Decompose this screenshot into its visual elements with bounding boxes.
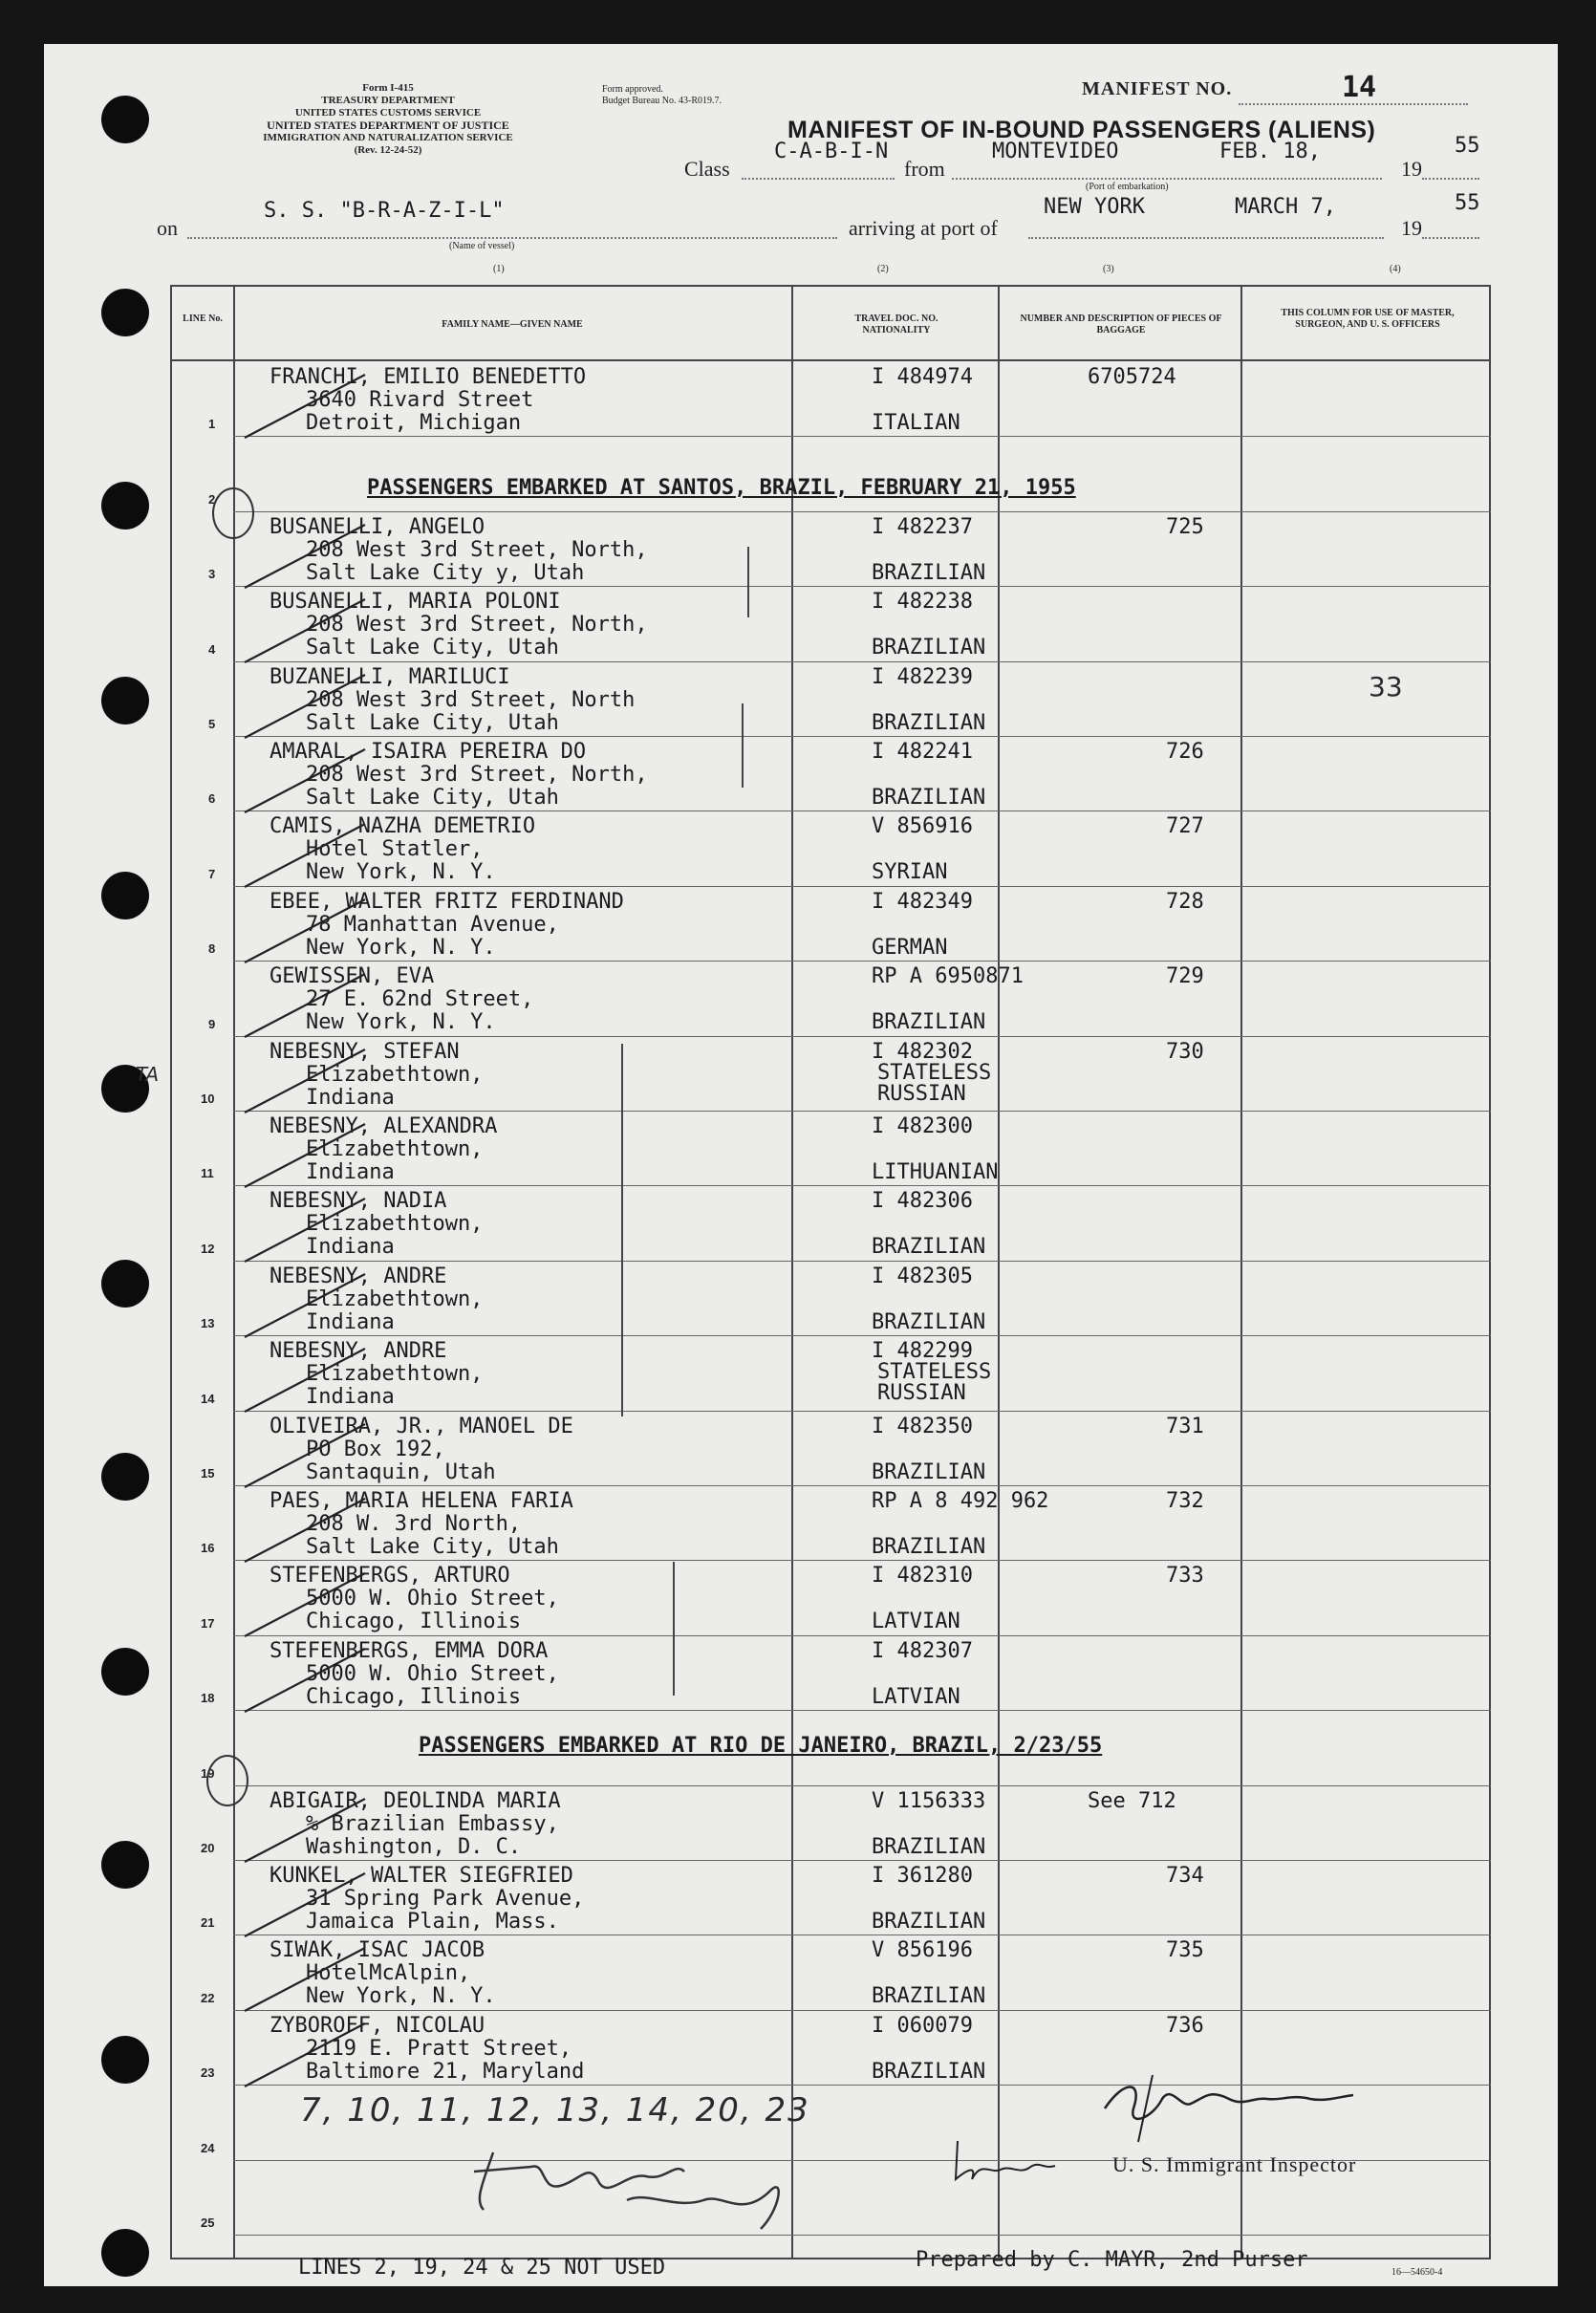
check-stroke bbox=[241, 1868, 375, 1944]
line-number: 13 bbox=[201, 1316, 215, 1330]
row-rule bbox=[233, 1261, 1491, 1262]
entry-addr1: Elizabethtown, bbox=[306, 1287, 484, 1311]
family-bracket bbox=[747, 547, 749, 617]
check-stroke bbox=[241, 968, 375, 1045]
entry-doc: I 482239 bbox=[872, 665, 973, 689]
entry-bag: 728 bbox=[1166, 890, 1204, 914]
check-stroke bbox=[241, 1118, 375, 1195]
entry-name: STEFENBERGS, EMMA DORA bbox=[270, 1639, 549, 1663]
entry-doc: V 1156333 bbox=[872, 1789, 986, 1813]
check-stroke bbox=[241, 594, 375, 670]
manifest-label: MANIFEST NO. bbox=[1082, 78, 1233, 99]
entry-addr1: Elizabethtown, bbox=[306, 1063, 484, 1087]
entry-nat: BRAZILIAN bbox=[872, 711, 986, 735]
row-rule bbox=[233, 586, 1491, 587]
entry-nat: LITHUANIAN bbox=[872, 1160, 999, 1184]
entry-name: BUSANELLI, ANGELO bbox=[270, 515, 485, 539]
entry-bag: 736 bbox=[1166, 2014, 1204, 2038]
entry-name: EBEE, WALTER FRITZ FERDINAND bbox=[270, 890, 624, 914]
punch-hole bbox=[101, 1453, 149, 1501]
entry-doc: V 856916 bbox=[872, 814, 973, 838]
row-rule bbox=[233, 436, 1491, 437]
punch-hole bbox=[101, 1648, 149, 1696]
vessel-name-label: (Name of vessel) bbox=[449, 241, 515, 251]
entry-addr1: % Brazilian Embassy, bbox=[306, 1812, 559, 1836]
entry-nat: BRAZILIAN bbox=[872, 1010, 986, 1034]
col-header-name: FAMILY NAME—GIVEN NAME bbox=[442, 319, 583, 330]
revision-label: (Rev. 12-24-52) bbox=[354, 144, 422, 156]
entry-nat: BRAZILIAN bbox=[872, 561, 986, 585]
entry-addr1: Elizabethtown, bbox=[306, 1362, 484, 1386]
entry-doc: I 482349 bbox=[872, 890, 973, 914]
punch-hole bbox=[101, 2229, 149, 2277]
punch-hole bbox=[101, 289, 149, 336]
entry-bag: 735 bbox=[1166, 1938, 1204, 1962]
entry-addr2: Salt Lake City, Utah bbox=[306, 1535, 559, 1559]
col-divider bbox=[233, 285, 235, 2259]
entry-addr2: Chicago, Illinois bbox=[306, 1610, 522, 1633]
class-line bbox=[742, 178, 895, 180]
entry-nat: BRAZILIAN bbox=[872, 1535, 986, 1559]
check-stroke bbox=[241, 1343, 375, 1419]
arrival-year-prefix: 19 bbox=[1401, 216, 1422, 240]
entry-doc: I 482238 bbox=[872, 590, 973, 614]
check-stroke bbox=[241, 1193, 375, 1269]
line-number: 19 bbox=[201, 1766, 215, 1781]
entry-nat: BRAZILIAN bbox=[872, 1460, 986, 1484]
officer-mark: 33 bbox=[1369, 671, 1403, 703]
entry-addr2: Salt Lake City, Utah bbox=[306, 711, 559, 735]
entry-name: OLIVEIRA, JR., MANOEL DE bbox=[270, 1415, 573, 1438]
entry-addr1: 208 West 3rd Street, North bbox=[306, 688, 636, 712]
check-stroke bbox=[241, 519, 375, 595]
entry-name: GEWISSEN, EVA bbox=[270, 964, 435, 988]
arriving-label: arriving at port of bbox=[849, 216, 998, 240]
line-number: 7 bbox=[208, 867, 216, 881]
vessel-line bbox=[187, 237, 837, 239]
class-label: Class bbox=[684, 157, 730, 181]
entry-addr1: Elizabethtown, bbox=[306, 1212, 484, 1236]
entry-doc: I 482300 bbox=[872, 1114, 973, 1138]
family-bracket bbox=[621, 1044, 623, 1416]
check-stroke bbox=[241, 1044, 375, 1120]
line-number: 22 bbox=[201, 1991, 215, 2005]
entry-nat: BRAZILIAN bbox=[872, 1835, 986, 1859]
entry-addr2: Indiana bbox=[306, 1160, 395, 1184]
entry-addr1: 27 E. 62nd Street, bbox=[306, 987, 534, 1011]
entry-nat: LATVIAN bbox=[872, 1685, 960, 1709]
entry-addr2: New York, N. Y. bbox=[306, 1010, 496, 1034]
entry-name: FRANCHI, EMILIO BENEDETTO bbox=[270, 365, 587, 389]
entry-nat: BRAZILIAN bbox=[872, 636, 986, 659]
col-header-baggage: NUMBER AND DESCRIPTION OF PIECES OF BAGGAGE bbox=[1020, 313, 1222, 335]
entry-name: ZYBOROFF, NICOLAU bbox=[270, 2014, 485, 2038]
punch-hole bbox=[101, 872, 149, 919]
from-year-prefix: 19 bbox=[1401, 157, 1422, 181]
entry-doc: I 482350 bbox=[872, 1415, 973, 1438]
entry-doc: I 482310 bbox=[872, 1564, 973, 1588]
header-divider bbox=[170, 359, 1491, 361]
entry-doc: I 482299 bbox=[872, 1339, 973, 1363]
entry-addr1: 5000 W. Ohio Street, bbox=[306, 1587, 559, 1610]
form-approved-label: Form approved. bbox=[602, 84, 663, 95]
entry-nat: ITALIAN bbox=[872, 411, 960, 435]
line-number: 2 bbox=[208, 492, 216, 507]
entry-doc: RP A 8 492 962 bbox=[872, 1489, 1049, 1513]
punch-hole bbox=[101, 677, 149, 724]
line-number: 3 bbox=[208, 567, 216, 581]
entry-nat: BRAZILIAN bbox=[872, 1910, 986, 1934]
row-rule bbox=[233, 1036, 1491, 1037]
entry-name: NEBESNY, ANDRE bbox=[270, 1339, 447, 1363]
entry-name: NEBESNY, ALEXANDRA bbox=[270, 1114, 498, 1138]
entry-name: BUZANELLI, MARILUCI bbox=[270, 665, 510, 689]
form-number: Form I-415 bbox=[362, 82, 414, 94]
line-number: 12 bbox=[201, 1242, 215, 1256]
line-number: 24 bbox=[201, 2141, 215, 2155]
entry-doc: I 482306 bbox=[872, 1189, 973, 1213]
from-year: 55 bbox=[1455, 134, 1480, 158]
circle-mark bbox=[206, 1755, 248, 1806]
from-port: MONTEVIDEO bbox=[992, 140, 1119, 163]
entry-doc: I 060079 bbox=[872, 2014, 973, 2038]
entry-name: STEFENBERGS, ARTURO bbox=[270, 1564, 510, 1588]
port-embarkation-label: (Port of embarkation) bbox=[1086, 182, 1169, 192]
customs-label: UNITED STATES CUSTOMS SERVICE bbox=[294, 107, 482, 119]
entry-name: SIWAK, ISAC JACOB bbox=[270, 1938, 485, 1962]
entry-bag: 730 bbox=[1166, 1040, 1204, 1064]
row-rule bbox=[233, 661, 1491, 662]
entry-doc: I 482307 bbox=[872, 1639, 973, 1663]
inspector-title: U. S. Immigrant Inspector bbox=[1112, 2152, 1357, 2176]
entry-bag: 732 bbox=[1166, 1489, 1204, 1513]
check-stroke bbox=[241, 744, 375, 820]
line-number: 16 bbox=[201, 1541, 215, 1555]
entry-nat: BRAZILIAN bbox=[872, 1984, 986, 2008]
entry-addr2: Indiana bbox=[306, 1385, 395, 1409]
entry-name: ABIGAIR, DEOLINDA MARIA bbox=[270, 1789, 561, 1813]
entry-addr2: Salt Lake City y, Utah bbox=[306, 561, 585, 585]
line-number: 14 bbox=[201, 1392, 215, 1406]
entry-doc: I 482241 bbox=[872, 740, 973, 764]
from-line bbox=[952, 178, 1382, 180]
arrival-year: 55 bbox=[1455, 191, 1480, 215]
row-rule bbox=[233, 1485, 1491, 1486]
agency-header bbox=[206, 82, 570, 157]
entry-addr1: HotelMcAlpin, bbox=[306, 1961, 471, 1985]
entry-doc: RP A 6950871 bbox=[872, 964, 1024, 988]
entry-name: BUSANELLI, MARIA POLONI bbox=[270, 590, 561, 614]
entry-addr1: 208 West 3rd Street, North, bbox=[306, 538, 648, 562]
entry-doc: I 482305 bbox=[872, 1265, 973, 1288]
check-stroke bbox=[241, 1493, 375, 1569]
entry-doc: I 484974 bbox=[872, 365, 973, 389]
line-number: 6 bbox=[208, 791, 216, 806]
entry-name: NEBESNY, ANDRE bbox=[270, 1265, 447, 1288]
check-stroke bbox=[241, 2018, 375, 2094]
entry-nat: LATVIAN bbox=[872, 1610, 960, 1633]
col-divider bbox=[1240, 285, 1242, 2259]
col-header-doc: TRAVEL DOC. NO. NATIONALITY bbox=[854, 313, 938, 335]
entry-bag: 734 bbox=[1166, 1864, 1204, 1888]
row-rule bbox=[233, 1335, 1491, 1336]
check-stroke bbox=[241, 1643, 375, 1719]
col-num-2: (2) bbox=[877, 264, 889, 274]
on-label: on bbox=[157, 216, 178, 240]
entry-addr1: 5000 W. Ohio Street, bbox=[306, 1662, 559, 1686]
print-code: 16—54650-4 bbox=[1391, 2267, 1443, 2278]
entry-addr2: New York, N. Y. bbox=[306, 936, 496, 960]
entry-bag: 729 bbox=[1166, 964, 1204, 988]
row-rule bbox=[233, 511, 1491, 512]
entry-bag: 6705724 bbox=[1088, 365, 1176, 389]
entry-addr2: Baltimore 21, Maryland bbox=[306, 2060, 585, 2084]
inspector-initials bbox=[455, 2133, 818, 2238]
from-label: from bbox=[904, 157, 945, 181]
entry-addr2: Salt Lake City, Utah bbox=[306, 636, 559, 659]
form-approval bbox=[602, 84, 722, 107]
entry-addr1: 3640 Rivard Street bbox=[306, 388, 534, 412]
row-rule bbox=[233, 1111, 1491, 1112]
family-bracket bbox=[673, 1562, 675, 1696]
entry-bag: 731 bbox=[1166, 1415, 1204, 1438]
col-header-officers: THIS COLUMN FOR USE OF MASTER, SURGEON, AND U. S. OFFICERS bbox=[1281, 308, 1455, 330]
from-date: FEB. 18, bbox=[1219, 140, 1321, 163]
family-bracket bbox=[742, 703, 744, 788]
entry-addr1: 31 Spring Park Avenue, bbox=[306, 1887, 585, 1911]
col-num-1: (1) bbox=[493, 264, 505, 274]
check-stroke bbox=[241, 669, 375, 746]
entry-addr2: Detroit, Michigan bbox=[306, 411, 522, 435]
punch-hole bbox=[101, 1260, 149, 1308]
punch-hole bbox=[101, 96, 149, 143]
immigration-label: IMMIGRATION AND NATURALIZATION SERVICE bbox=[263, 132, 513, 143]
check-stroke bbox=[241, 369, 375, 445]
manifest-title: MANIFEST OF IN-BOUND PASSENGERS (ALIENS) bbox=[787, 117, 1376, 143]
row-rule bbox=[233, 1785, 1491, 1786]
entry-doc: I 361280 bbox=[872, 1864, 973, 1888]
entry-name: KUNKEL, WALTER SIEGFRIED bbox=[270, 1864, 573, 1888]
entry-doc: I 482302 bbox=[872, 1040, 973, 1064]
footer-prepared-by: Prepared by C. MAYR, 2nd Purser bbox=[916, 2248, 1308, 2272]
entry-addr1: 208 West 3rd Street, North, bbox=[306, 613, 648, 637]
manifest-sheet bbox=[44, 44, 1558, 2286]
entry-name: CAMIS, NAZHA DEMETRIO bbox=[270, 814, 536, 838]
check-stroke bbox=[241, 1567, 375, 1644]
entry-bag: 733 bbox=[1166, 1564, 1204, 1588]
line-number: 4 bbox=[208, 642, 216, 657]
line-number: 8 bbox=[208, 941, 216, 956]
punch-hole bbox=[101, 2036, 149, 2084]
entry-addr2: Jamaica Plain, Mass. bbox=[306, 1910, 559, 1934]
line-number: 23 bbox=[201, 2065, 215, 2080]
entry-addr2: Indiana bbox=[306, 1086, 395, 1110]
entry-addr2: Salt Lake City, Utah bbox=[306, 786, 559, 810]
vessel-name: S. S. "B-R-A-Z-I-L" bbox=[264, 199, 505, 223]
entry-bag: 727 bbox=[1166, 814, 1204, 838]
entry-addr2: Indiana bbox=[306, 1310, 395, 1334]
entry-name: NEBESNY, NADIA bbox=[270, 1189, 447, 1213]
entry-bag: See 712 bbox=[1088, 1789, 1176, 1813]
pencil-ta-mark: TA bbox=[136, 1063, 160, 1086]
balmer-signature bbox=[948, 2131, 1063, 2189]
col-num-3: (3) bbox=[1103, 264, 1114, 274]
arrival-year-line bbox=[1422, 237, 1479, 239]
line-number: 5 bbox=[208, 717, 216, 731]
punch-hole bbox=[101, 1841, 149, 1889]
entry-nat: BRAZILIAN bbox=[872, 1235, 986, 1259]
entry-addr1: Elizabethtown, bbox=[306, 1137, 484, 1161]
footer-lines-not-used: LINES 2, 19, 24 & 25 NOT USED bbox=[298, 2256, 666, 2280]
row-rule bbox=[233, 1560, 1491, 1561]
entry-nat: STATELESS RUSSIAN bbox=[877, 1360, 992, 1405]
line-number: 11 bbox=[201, 1166, 214, 1180]
check-stroke bbox=[241, 1268, 375, 1345]
line-number: 17 bbox=[201, 1616, 215, 1631]
row-rule bbox=[233, 1710, 1491, 1711]
entry-nat: SYRIAN bbox=[872, 860, 948, 884]
check-stroke bbox=[241, 894, 375, 970]
entry-nat: BRAZILIAN bbox=[872, 2060, 986, 2084]
row-rule bbox=[233, 886, 1491, 887]
row-rule bbox=[233, 961, 1491, 962]
row-rule bbox=[233, 1635, 1491, 1636]
entry-addr1: 208 W. 3rd North, bbox=[306, 1512, 522, 1536]
row-rule bbox=[233, 1185, 1491, 1186]
line-number: 21 bbox=[201, 1915, 215, 1930]
section-santos-heading: PASSENGERS EMBARKED AT SANTOS, BRAZIL, FEBRUARY 21, 1955 bbox=[367, 476, 1076, 500]
manifest-no-line bbox=[1239, 103, 1468, 105]
entry-addr2: Santaquin, Utah bbox=[306, 1460, 496, 1484]
entry-nat: STATELESS RUSSIAN bbox=[877, 1061, 992, 1106]
arrival-line bbox=[1028, 237, 1384, 239]
row-rule bbox=[233, 1411, 1491, 1412]
year-line bbox=[1422, 178, 1479, 180]
line-number: 25 bbox=[201, 2216, 215, 2230]
row-rule bbox=[233, 2235, 1491, 2236]
col-num-4: (4) bbox=[1390, 264, 1401, 274]
entry-name: NEBESNY, STEFAN bbox=[270, 1040, 460, 1064]
col-header-line: LINE No. bbox=[183, 313, 223, 324]
check-stroke bbox=[241, 1942, 375, 2019]
manifest-number: 14 bbox=[1342, 71, 1377, 104]
entry-name: AMARAL, ISAIRA PEREIRA DO bbox=[270, 740, 587, 764]
handwritten-line-list: 7, 10, 11, 12, 13, 14, 20, 23 bbox=[300, 2091, 810, 2129]
circle-mark bbox=[212, 487, 254, 539]
row-rule bbox=[233, 2010, 1491, 2011]
inspector-signature bbox=[1086, 2070, 1363, 2147]
treasury-label: TREASURY DEPARTMENT bbox=[321, 95, 455, 106]
check-stroke bbox=[241, 1418, 375, 1495]
arrival-port: NEW YORK bbox=[1044, 195, 1145, 219]
check-stroke bbox=[241, 818, 375, 895]
line-number: 20 bbox=[201, 1841, 215, 1855]
entry-bag: 726 bbox=[1166, 740, 1204, 764]
entry-addr2: New York, N. Y. bbox=[306, 1984, 496, 2008]
entry-doc: V 856196 bbox=[872, 1938, 973, 1962]
entry-addr1: Hotel Statler, bbox=[306, 837, 484, 861]
line-number: 9 bbox=[208, 1017, 216, 1031]
col-divider bbox=[791, 285, 793, 2259]
line-number: 18 bbox=[201, 1691, 215, 1705]
entry-addr1: 78 Manhattan Avenue, bbox=[306, 913, 559, 937]
entry-addr1: PO Box 192, bbox=[306, 1438, 445, 1461]
entry-addr2: New York, N. Y. bbox=[306, 860, 496, 884]
class-value: C-A-B-I-N bbox=[774, 140, 889, 163]
entry-addr2: Indiana bbox=[306, 1235, 395, 1259]
arrival-date: MARCH 7, bbox=[1235, 195, 1336, 219]
budget-label: Budget Bureau No. 43-R019.7. bbox=[602, 96, 722, 106]
row-rule bbox=[233, 1860, 1491, 1861]
entry-addr2: Washington, D. C. bbox=[306, 1835, 522, 1859]
section-rio-heading: PASSENGERS EMBARKED AT RIO DE JANEIRO, BRAZIL, 2/23/55 bbox=[419, 1734, 1103, 1758]
entry-bag: 725 bbox=[1166, 515, 1204, 539]
col-divider bbox=[998, 285, 1000, 2259]
entry-addr1: 2119 E. Pratt Street, bbox=[306, 2037, 572, 2061]
justice-label: UNITED STATES DEPARTMENT OF JUSTICE bbox=[267, 119, 509, 132]
entry-nat: GERMAN bbox=[872, 936, 948, 960]
line-number: 1 bbox=[208, 417, 216, 431]
entry-name: PAES, MARIA HELENA FARIA bbox=[270, 1489, 573, 1513]
check-stroke bbox=[241, 1793, 375, 1870]
entry-addr1: 208 West 3rd Street, North, bbox=[306, 763, 648, 787]
line-number: 15 bbox=[201, 1466, 215, 1481]
punch-hole bbox=[101, 482, 149, 530]
entry-doc: I 482237 bbox=[872, 515, 973, 539]
entry-nat: BRAZILIAN bbox=[872, 1310, 986, 1334]
row-rule bbox=[233, 736, 1491, 737]
entry-addr2: Chicago, Illinois bbox=[306, 1685, 522, 1709]
entry-nat: BRAZILIAN bbox=[872, 786, 986, 810]
line-number: 10 bbox=[201, 1092, 215, 1106]
